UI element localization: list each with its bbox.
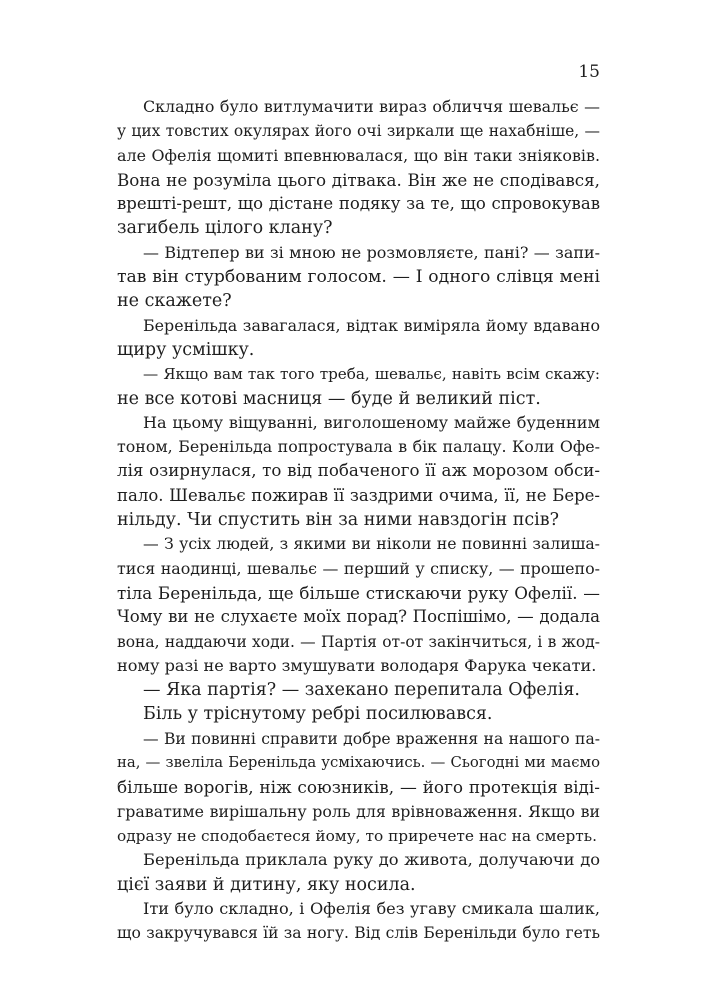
text-line: На цьому віщуванні, виголошеному майже буденним bbox=[143, 412, 600, 432]
text-line: вона, наддаючи ходи. — Партія от-от закінчиться, і в жод- bbox=[117, 632, 600, 651]
text-line: тоном, Беренільда попростувала в бік палацу. Коли Офе- bbox=[117, 437, 600, 457]
text-line: — Яка партія? — захекано перепитала Офелія. bbox=[143, 680, 580, 701]
text-line: на, — звеліла Беренільда усміхаючись. — Сьогодні ми маємо bbox=[117, 754, 600, 772]
text-line: Вона не розуміла цього дітвака. Він же не сподівався, bbox=[117, 169, 600, 190]
text-line: що закручувався їй за ногу. Від слів Беренільди було геть bbox=[117, 924, 600, 943]
text-line: Біль у тріснутому ребрі посилювався. bbox=[143, 704, 493, 725]
text-line: більше ворогів, ніж союзників, — його протекція віді- bbox=[117, 777, 600, 798]
text-line: не все котові масниця — буде й великий піст. bbox=[117, 388, 541, 409]
text-line: нільду. Чи спустить він за ними навздогін псів? bbox=[117, 510, 560, 531]
text-line: тися наодинці, шевальє — перший у списку, — прошепо- bbox=[117, 558, 600, 578]
text-line: ному разі не варто змушувати володаря Фарука чекати. bbox=[117, 655, 597, 675]
text-line: цієї заяви й дитину, яку носила. bbox=[117, 874, 416, 895]
text-line: пало. Шевальє пожирав її заздрими очима, її, не Бере- bbox=[117, 485, 600, 505]
text-line: загибель цілого клану? bbox=[117, 218, 333, 239]
text-line: — З усіх людей, з якими ви ніколи не повинні залиша- bbox=[143, 534, 600, 554]
body-text bbox=[117, 95, 600, 945]
text-line: — Ви повинні справити добре враження на нашого па- bbox=[143, 729, 600, 748]
text-line: одразу не сподобаєтеся йому, то приречете нас на смерть. bbox=[117, 826, 597, 845]
page-number: 15 bbox=[578, 62, 600, 82]
text-line: Складно було витлумачити вираз обличчя шевальє — bbox=[143, 97, 600, 116]
text-line: тав він стурбованим голосом. — І одного слівця мені bbox=[117, 267, 600, 288]
text-line: Іти було складно, і Офелія без угаву смикала шалик, bbox=[143, 898, 600, 918]
text-line: — Відтепер ви зі мною не розмовляєте, пані? — запи- bbox=[143, 242, 600, 262]
text-line: Беренільда приклала руку до живота, долучаючи до bbox=[143, 850, 600, 870]
text-line: у цих товстих окулярах його очі зиркали ще нахабніше, — bbox=[117, 122, 600, 141]
text-line: граватиме вирішальну роль для врівноваження. Якщо ви bbox=[117, 801, 600, 821]
text-line: щиру усмішку. bbox=[117, 339, 255, 360]
text-line: але Офелія щомиті впевнювалася, що він таки зніяковів. bbox=[117, 145, 600, 165]
text-line: Беренільда завагалася, відтак виміряла йому вдавано bbox=[143, 315, 600, 335]
text-line: не скажете? bbox=[117, 291, 232, 312]
text-line: — Якщо вам так того треба, шевальє, навіть всім скажу: bbox=[143, 365, 600, 384]
text-line: лія озирнулася, то від побаченого її аж морозом обси- bbox=[117, 461, 600, 481]
text-line: врешті-решт, що дістане подяку за те, що спровокував bbox=[117, 194, 600, 214]
text-line: тіла Беренільда, ще більше стискаючи руку Офелії. — bbox=[117, 582, 600, 603]
text-line: Чому ви не слухаєте моїх порад? Поспішімо, — додала bbox=[117, 607, 600, 627]
